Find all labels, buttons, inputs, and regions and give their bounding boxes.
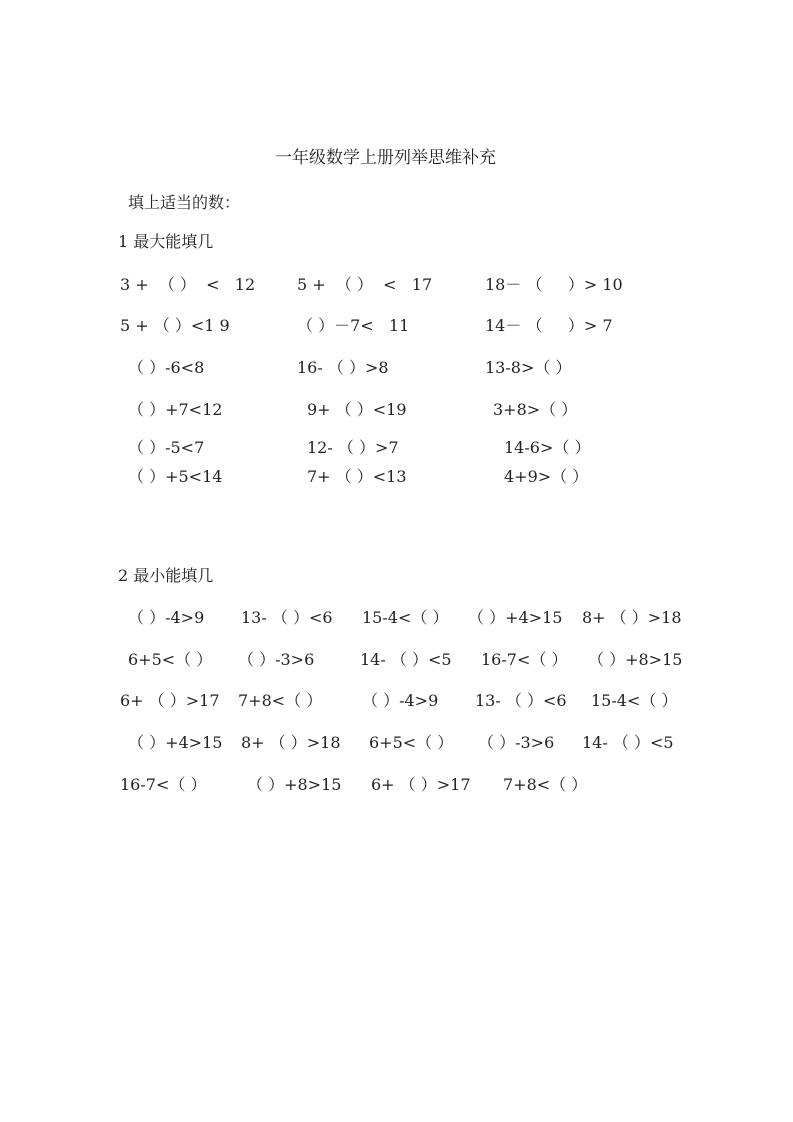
problem: 6+ （ ）>17 (371, 775, 471, 794)
problem: （ ）+7<12 (128, 400, 223, 419)
problem: （ ）+4>15 (128, 733, 223, 752)
section1-heading: 1 最大能填几 (118, 232, 214, 251)
problem: 3 + （ ） < 12 (120, 275, 256, 294)
problem: （ ）+8>15 (588, 650, 683, 669)
problem: 7+8<（ ） (503, 775, 588, 794)
problem: （ ）-4>9 (128, 608, 205, 627)
problem: （ ）-3>6 (238, 650, 315, 669)
problem: （ ）-5<7 (128, 438, 205, 457)
problem: 15-4<（ ） (591, 691, 678, 710)
problem: 3+8>（ ） (493, 400, 578, 419)
problem: 15-4<（ ） (362, 608, 449, 627)
problem: （ ）-3>6 (478, 733, 555, 752)
problem: 14-6>（ ） (504, 438, 591, 457)
problem: 18－ （ ）> 10 (485, 275, 623, 294)
problem: 4+9>（ ） (504, 467, 589, 486)
problem: 8+ （ ）>18 (582, 608, 682, 627)
problem: 7+ （ ）<13 (307, 467, 407, 486)
problem: （ ）-6<8 (128, 358, 205, 377)
problem: 14- （ ）<5 (582, 733, 674, 752)
problem: 6+5<（ ） (369, 733, 454, 752)
problem: 5 + （ ） < 17 (297, 275, 433, 294)
section2-heading: 2 最小能填几 (118, 566, 214, 585)
problem: 14－ （ ）> 7 (485, 316, 613, 335)
problem: 5 + （ ）<1 9 (120, 316, 230, 335)
problem: （ ）-4>9 (362, 691, 439, 710)
instruction: 填上适当的数： (128, 193, 241, 212)
problem: 14- （ ）<5 (360, 650, 452, 669)
problem: 16- （ ）>8 (297, 358, 389, 377)
problem: 8+ （ ）>18 (241, 733, 341, 752)
problem: （ ）+4>15 (468, 608, 563, 627)
problem: 7+8<（ ） (238, 691, 323, 710)
problem: 13- （ ）<6 (241, 608, 333, 627)
document-title: 一年级数学上册列举思维补充 (275, 148, 496, 168)
problem: 16-7<（ ） (481, 650, 568, 669)
problem: 9+ （ ）<19 (307, 400, 407, 419)
problem: 6+ （ ）>17 (120, 691, 220, 710)
problem: （ ）－7< 11 (297, 316, 410, 335)
problem: 13-8>（ ） (485, 358, 572, 377)
problem: 13- （ ）<6 (475, 691, 567, 710)
problem: （ ）+5<14 (128, 467, 223, 486)
problem: 16-7<（ ） (120, 775, 207, 794)
problem: （ ）+8>15 (247, 775, 342, 794)
problem: 12- （ ）>7 (307, 438, 399, 457)
problem: 6+5<（ ） (128, 650, 213, 669)
